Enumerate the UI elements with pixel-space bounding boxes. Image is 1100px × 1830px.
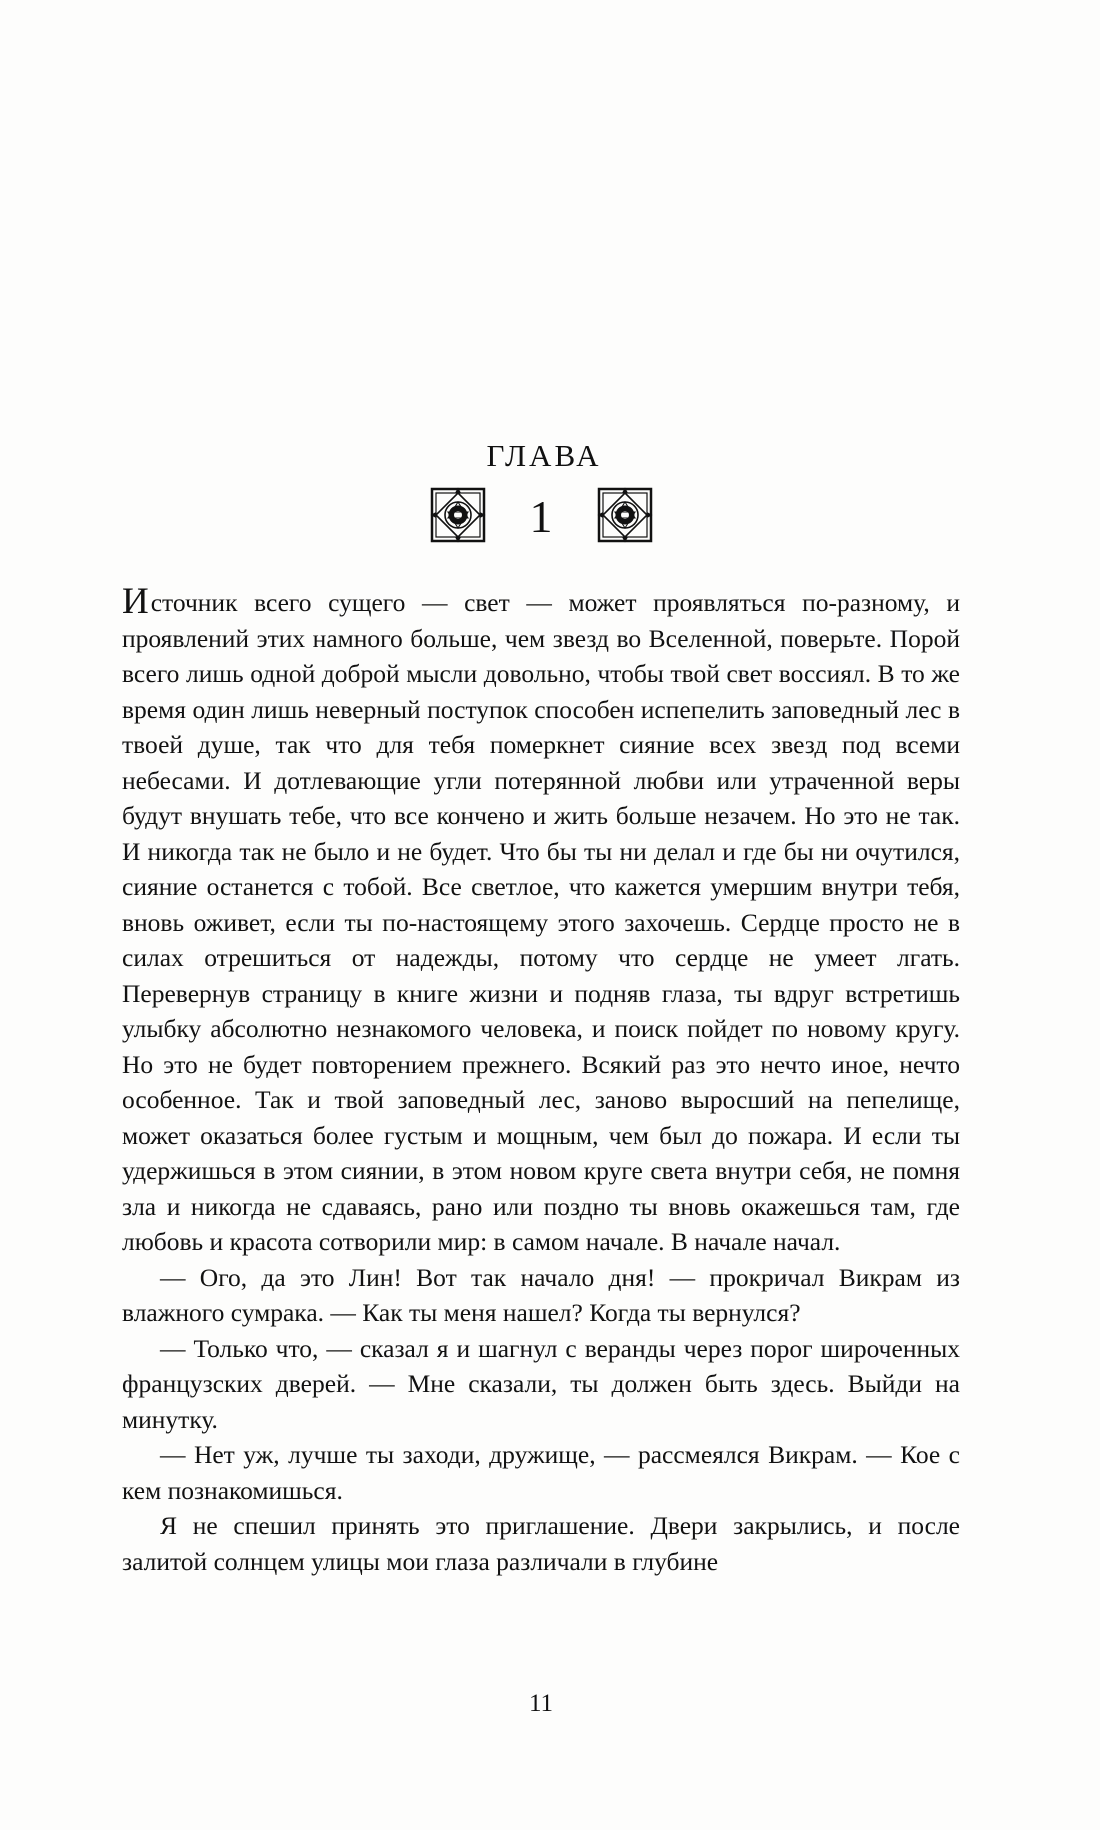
paragraph-4: — Нет уж, лучше ты заходи, дружище, — рассмеялся Викрам. — Кое с кем познакомишься. xyxy=(122,1440,960,1505)
page-content xyxy=(122,0,960,1830)
chapter-heading xyxy=(122,440,960,543)
paragraph-text: сточник всего сущего — свет — может проявляться по-разному, и проявлений этих намного больше, чем звезд во Вселенной, поверьте. Порой всего лишь одной доброй мысли довольно, чтобы твой свет воссиял. В то же время один лишь неверный поступок способен испепелить заповедный лес в твоей душе, так что для тебя померкнет сияние всех звезд под всеми небесами. И дотлевающие угли потерянной любви или утраченной веры будут внушать тебе, что все кончено и жить больше незачем. Но это не так. И никогда так не было и не будет. Что бы ты ни делал и где бы ни очутился, сияние останется с тобой. Все светлое, что кажется умершим внутри тебя, вновь оживет, если ты по-настоящему этого захочешь. Сердце просто не в силах отрешиться от надежды, потому что сердце не умеет лгать. Перевернув страницу в книге жизни и подняв глаза, ты вдруг встретишь улыбку абсолютно незнакомого человека, и поиск пойдет по новому кругу. Но это не будет повторением прежнего. Всякий раз это нечто иное, нечто особенное. Так и твой заповедный лес, заново выросший на пепелище, может оказаться более густым и мощным, чем был до пожара. И если ты удержишься в этом сиянии, в этом новом круге света внутри себя, не помня зла и никогда не сдаваясь, рано или поздно ты вновь окажешься там, где любовь и красота сотворили мир: в самом начале. В начале начал. xyxy=(122,588,960,1256)
chapter-number-row xyxy=(122,487,960,543)
page-number: 11 xyxy=(528,1690,554,1717)
chapter-label: ГЛАВА xyxy=(486,438,602,473)
drop-cap: И xyxy=(122,581,149,622)
paragraph-2: — Ого, да это Лин! Вот так начало дня! — прокричал Викрам из влажного сумрака. — Как ты меня нашел? Когда ты вернулся? xyxy=(122,1262,960,1327)
paragraph-5: Я не спешил принять это приглашение. Двери закрылись, и после залитой солнцем улицы мои глаза различали в глубине xyxy=(122,1511,960,1576)
chapter-body xyxy=(122,581,960,1579)
paragraph-1 xyxy=(122,581,960,1260)
chapter-number: 1 xyxy=(529,491,553,542)
paragraph-3: — Только что, — сказал я и шагнул с веранды через порог широченных французских дверей. — Мне сказали, ты должен быть здесь. Выйди на минутку. xyxy=(122,1333,960,1434)
yantra-icon xyxy=(597,487,653,543)
yantra-icon xyxy=(430,487,486,543)
